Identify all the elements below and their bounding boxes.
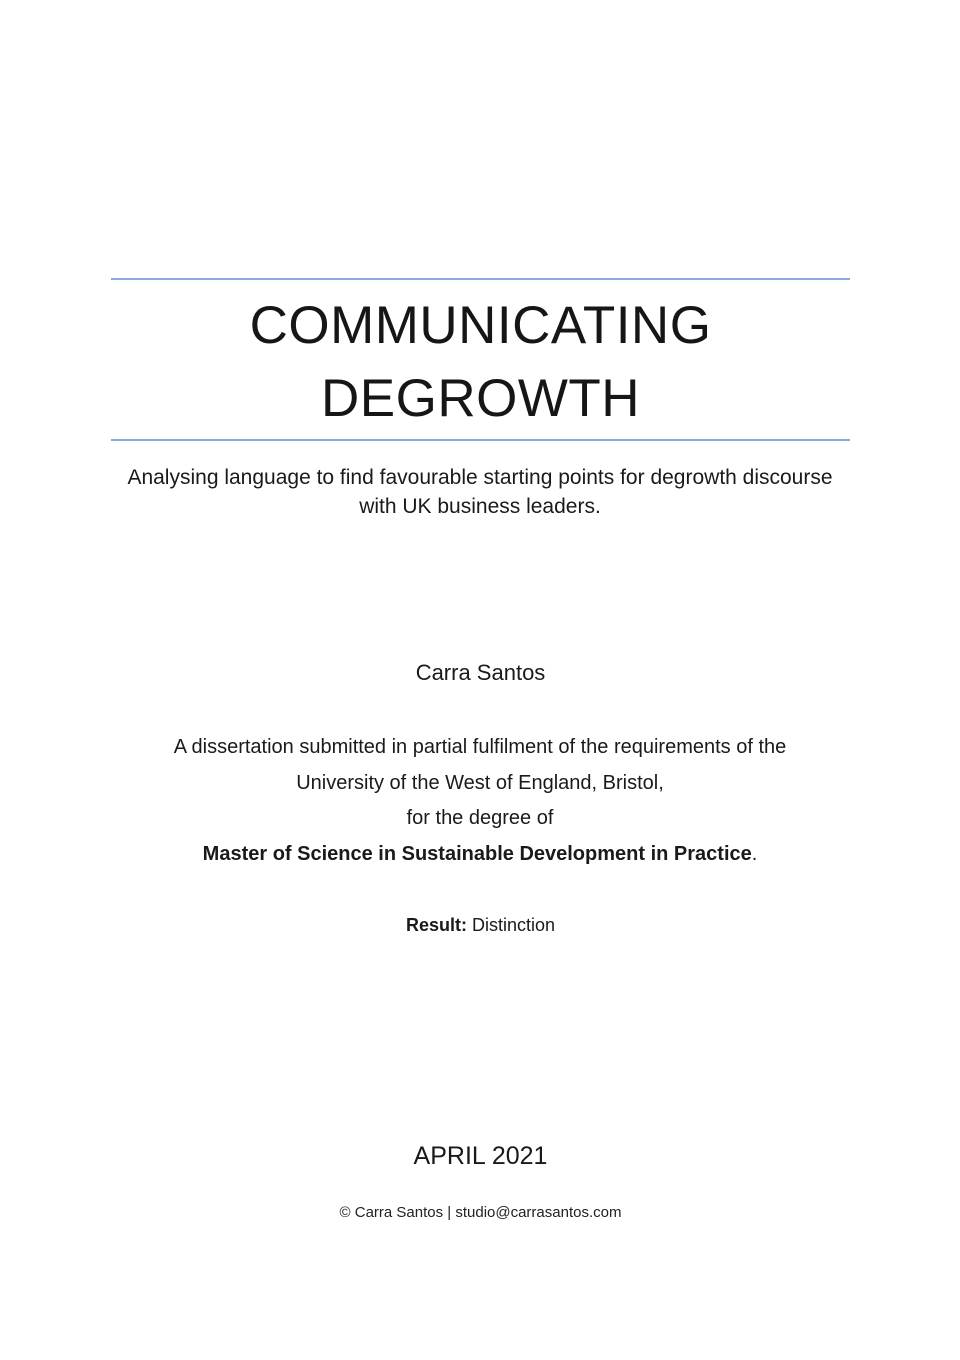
result-value: Distinction xyxy=(472,915,556,935)
document-subtitle-line2: with UK business leaders. xyxy=(359,495,601,518)
title-rule-bottom xyxy=(111,439,850,441)
submission-line3: for the degree of xyxy=(406,807,554,829)
document-subtitle-line1: Analysing language to find favourable starting points for degrowth discourse xyxy=(127,466,833,489)
document-title-line2: DEGROWTH xyxy=(320,369,641,428)
document-subtitle xyxy=(80,463,880,521)
degree-period: . xyxy=(751,842,758,865)
submission-line1: A dissertation submitted in partial fulfilment of the requirements of the xyxy=(173,736,787,758)
submission-statement xyxy=(80,730,880,872)
document-title-line1: COMMUNICATING xyxy=(249,296,712,355)
result-label: Result: xyxy=(405,915,467,935)
document-title xyxy=(111,289,850,435)
degree-name: Master of Science in Sustainable Development in Practice xyxy=(202,842,752,865)
publication-date: APRIL 2021 xyxy=(413,1142,548,1170)
degree-line xyxy=(80,837,880,873)
result-line xyxy=(111,915,850,935)
title-rule-top xyxy=(111,278,850,280)
copyright-footer: © Carra Santos | studio@carrasantos.com xyxy=(339,1204,622,1221)
author-name: Carra Santos xyxy=(415,660,546,685)
submission-line2: University of the West of England, Bristol, xyxy=(296,771,664,794)
